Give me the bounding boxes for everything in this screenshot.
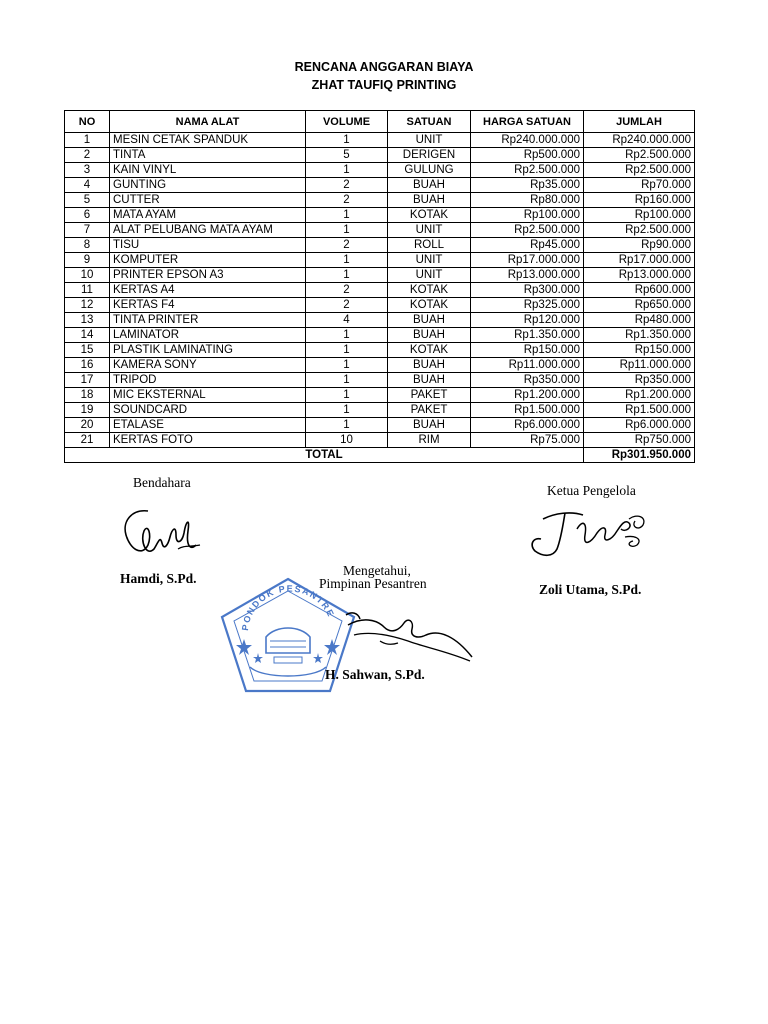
cell-harga-satuan: Rp2.500.000	[471, 223, 584, 238]
cell-volume: 10	[306, 433, 388, 448]
cell-volume: 4	[306, 313, 388, 328]
cell-satuan: BUAH	[388, 193, 471, 208]
cell-nama-alat: PRINTER EPSON A3	[110, 268, 306, 283]
cell-nama-alat: KERTAS FOTO	[110, 433, 306, 448]
cell-volume: 1	[306, 343, 388, 358]
cell-no: 7	[65, 223, 110, 238]
cell-jumlah: Rp6.000.000	[584, 418, 695, 433]
cell-satuan: KOTAK	[388, 298, 471, 313]
cell-no: 6	[65, 208, 110, 223]
cell-harga-satuan: Rp150.000	[471, 343, 584, 358]
table-row	[65, 403, 695, 418]
cell-harga-satuan: Rp500.000	[471, 148, 584, 163]
cell-jumlah: Rp1.500.000	[584, 403, 695, 418]
cell-volume: 1	[306, 133, 388, 148]
cell-harga-satuan: Rp325.000	[471, 298, 584, 313]
cell-satuan: PAKET	[388, 403, 471, 418]
table-row	[65, 283, 695, 298]
cell-jumlah: Rp90.000	[584, 238, 695, 253]
cell-satuan: ROLL	[388, 238, 471, 253]
total-row	[65, 448, 695, 463]
cell-volume: 2	[306, 238, 388, 253]
cell-jumlah: Rp2.500.000	[584, 223, 695, 238]
cell-no: 4	[65, 178, 110, 193]
cell-volume: 2	[306, 178, 388, 193]
cell-harga-satuan: Rp300.000	[471, 283, 584, 298]
cell-harga-satuan: Rp1.500.000	[471, 403, 584, 418]
cell-satuan: GULUNG	[388, 163, 471, 178]
cell-volume: 1	[306, 208, 388, 223]
cell-volume: 1	[306, 253, 388, 268]
table-row	[65, 388, 695, 403]
table-row	[65, 418, 695, 433]
table-row	[65, 253, 695, 268]
table-row	[65, 193, 695, 208]
cell-no: 3	[65, 163, 110, 178]
cell-nama-alat: LAMINATOR	[110, 328, 306, 343]
ketua-name: Zoli Utama, S.Pd.	[539, 582, 642, 597]
pimpinan-name: H. Sahwan, S.Pd.	[325, 667, 425, 682]
cell-volume: 1	[306, 358, 388, 373]
cell-harga-satuan: Rp120.000	[471, 313, 584, 328]
cell-nama-alat: TRIPOD	[110, 373, 306, 388]
table-row	[65, 433, 695, 448]
cell-satuan: UNIT	[388, 268, 471, 283]
column-header-satuan: SATUAN	[388, 111, 471, 133]
cell-no: 10	[65, 268, 110, 283]
cell-no: 18	[65, 388, 110, 403]
cell-satuan: KOTAK	[388, 283, 471, 298]
cell-nama-alat: ETALASE	[110, 418, 306, 433]
cell-volume: 1	[306, 373, 388, 388]
cell-volume: 1	[306, 418, 388, 433]
cell-no: 5	[65, 193, 110, 208]
table-row	[65, 178, 695, 193]
cell-nama-alat: KAMERA SONY	[110, 358, 306, 373]
table-body	[65, 133, 695, 448]
total-label: TOTAL	[65, 448, 584, 463]
cell-no: 21	[65, 433, 110, 448]
cell-satuan: UNIT	[388, 133, 471, 148]
cell-harga-satuan: Rp13.000.000	[471, 268, 584, 283]
bendahara-signature	[118, 505, 210, 567]
cell-nama-alat: KERTAS F4	[110, 298, 306, 313]
cell-satuan: BUAH	[388, 178, 471, 193]
cell-harga-satuan: Rp100.000	[471, 208, 584, 223]
bendahara-name: Hamdi, S.Pd.	[120, 571, 197, 586]
cell-harga-satuan: Rp35.000	[471, 178, 584, 193]
pimpinan-role-line1: Mengetahui,	[343, 563, 411, 578]
cell-jumlah: Rp70.000	[584, 178, 695, 193]
cell-harga-satuan: Rp2.500.000	[471, 163, 584, 178]
cell-harga-satuan: Rp45.000	[471, 238, 584, 253]
pimpinan-role-line2: Pimpinan Pesantren	[319, 576, 427, 591]
cell-no: 16	[65, 358, 110, 373]
table-row	[65, 298, 695, 313]
stamp-text: PONDOK PESANTREN	[214, 567, 337, 632]
cell-harga-satuan: Rp75.000	[471, 433, 584, 448]
cell-harga-satuan: Rp240.000.000	[471, 133, 584, 148]
cell-nama-alat: KOMPUTER	[110, 253, 306, 268]
pimpinan-signature	[300, 605, 480, 675]
cell-jumlah: Rp1.200.000	[584, 388, 695, 403]
budget-table	[64, 110, 695, 463]
cell-jumlah: Rp240.000.000	[584, 133, 695, 148]
table-row	[65, 313, 695, 328]
cell-jumlah: Rp2.500.000	[584, 163, 695, 178]
cell-no: 1	[65, 133, 110, 148]
total-value: Rp301.950.000	[584, 448, 695, 463]
cell-satuan: PAKET	[388, 388, 471, 403]
cell-no: 13	[65, 313, 110, 328]
table-row	[65, 343, 695, 358]
cell-no: 11	[65, 283, 110, 298]
table-row	[65, 328, 695, 343]
cell-nama-alat: KERTAS A4	[110, 283, 306, 298]
column-header-nama-alat: NAMA ALAT	[110, 111, 306, 133]
cell-no: 8	[65, 238, 110, 253]
table-row	[65, 163, 695, 178]
cell-nama-alat: KAIN VINYL	[110, 163, 306, 178]
cell-jumlah: Rp480.000	[584, 313, 695, 328]
cell-jumlah: Rp1.350.000	[584, 328, 695, 343]
cell-jumlah: Rp350.000	[584, 373, 695, 388]
cell-jumlah: Rp650.000	[584, 298, 695, 313]
cell-no: 20	[65, 418, 110, 433]
cell-nama-alat: PLASTIK LAMINATING	[110, 343, 306, 358]
cell-nama-alat: TINTA	[110, 148, 306, 163]
table-row	[65, 208, 695, 223]
ketua-signature	[525, 505, 655, 561]
cell-nama-alat: SOUNDCARD	[110, 403, 306, 418]
cell-volume: 1	[306, 328, 388, 343]
cell-volume: 1	[306, 403, 388, 418]
table-row	[65, 268, 695, 283]
cell-no: 2	[65, 148, 110, 163]
cell-satuan: BUAH	[388, 418, 471, 433]
document-header	[0, 58, 768, 94]
cell-volume: 5	[306, 148, 388, 163]
cell-satuan: DERIGEN	[388, 148, 471, 163]
table-row	[65, 223, 695, 238]
cell-satuan: BUAH	[388, 328, 471, 343]
cell-nama-alat: MESIN CETAK SPANDUK	[110, 133, 306, 148]
cell-satuan: BUAH	[388, 358, 471, 373]
cell-jumlah: Rp100.000	[584, 208, 695, 223]
cell-volume: 2	[306, 193, 388, 208]
cell-nama-alat: ALAT PELUBANG MATA AYAM	[110, 223, 306, 238]
cell-volume: 1	[306, 268, 388, 283]
cell-harga-satuan: Rp80.000	[471, 193, 584, 208]
cell-satuan: KOTAK	[388, 208, 471, 223]
cell-harga-satuan: Rp6.000.000	[471, 418, 584, 433]
cell-jumlah: Rp600.000	[584, 283, 695, 298]
bendahara-role: Bendahara	[133, 475, 191, 490]
cell-satuan: KOTAK	[388, 343, 471, 358]
table-row	[65, 238, 695, 253]
cell-harga-satuan: Rp1.350.000	[471, 328, 584, 343]
cell-jumlah: Rp150.000	[584, 343, 695, 358]
cell-volume: 2	[306, 283, 388, 298]
column-header-volume: VOLUME	[306, 111, 388, 133]
cell-harga-satuan: Rp350.000	[471, 373, 584, 388]
cell-no: 17	[65, 373, 110, 388]
cell-volume: 1	[306, 163, 388, 178]
cell-harga-satuan: Rp11.000.000	[471, 358, 584, 373]
cell-no: 12	[65, 298, 110, 313]
cell-satuan: BUAH	[388, 373, 471, 388]
cell-jumlah: Rp11.000.000	[584, 358, 695, 373]
table-row	[65, 358, 695, 373]
cell-harga-satuan: Rp1.200.000	[471, 388, 584, 403]
document-subtitle: ZHAT TAUFIQ PRINTING	[311, 78, 457, 92]
cell-nama-alat: MATA AYAM	[110, 208, 306, 223]
cell-jumlah: Rp2.500.000	[584, 148, 695, 163]
cell-volume: 1	[306, 388, 388, 403]
cell-jumlah: Rp13.000.000	[584, 268, 695, 283]
table-row	[65, 373, 695, 388]
table-header-row	[65, 111, 695, 133]
column-header-no: NO	[65, 111, 110, 133]
cell-no: 9	[65, 253, 110, 268]
cell-no: 15	[65, 343, 110, 358]
cell-jumlah: Rp17.000.000	[584, 253, 695, 268]
cell-satuan: BUAH	[388, 313, 471, 328]
cell-volume: 2	[306, 298, 388, 313]
cell-volume: 1	[306, 223, 388, 238]
cell-harga-satuan: Rp17.000.000	[471, 253, 584, 268]
cell-nama-alat: TINTA PRINTER	[110, 313, 306, 328]
cell-nama-alat: GUNTING	[110, 178, 306, 193]
table-row	[65, 148, 695, 163]
column-header-jumlah: JUMLAH	[584, 111, 695, 133]
column-header-harga-satuan: HARGA SATUAN	[471, 111, 584, 133]
table-row	[65, 133, 695, 148]
cell-nama-alat: CUTTER	[110, 193, 306, 208]
ketua-role: Ketua Pengelola	[547, 483, 636, 498]
cell-satuan: RIM	[388, 433, 471, 448]
cell-no: 14	[65, 328, 110, 343]
cell-nama-alat: TISU	[110, 238, 306, 253]
cell-jumlah: Rp160.000	[584, 193, 695, 208]
cell-satuan: UNIT	[388, 223, 471, 238]
cell-nama-alat: MIC EKSTERNAL	[110, 388, 306, 403]
cell-jumlah: Rp750.000	[584, 433, 695, 448]
cell-satuan: UNIT	[388, 253, 471, 268]
document-title: RENCANA ANGGARAN BIAYA	[294, 60, 474, 74]
cell-no: 19	[65, 403, 110, 418]
